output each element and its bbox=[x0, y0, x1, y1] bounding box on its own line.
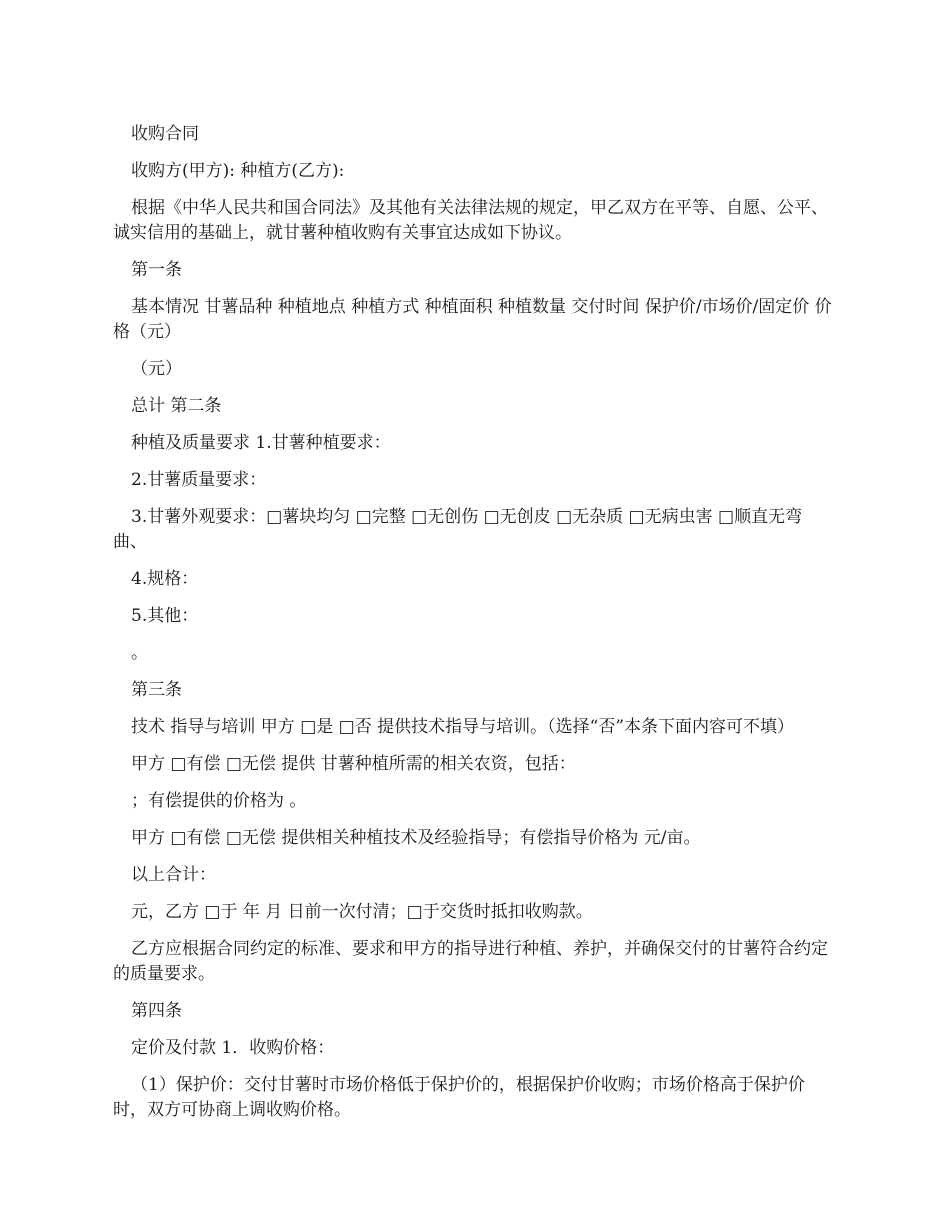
materials-paragraph: 甲方 □有偿 □无偿 提供 甘薯种植所需的相关农资，包括： bbox=[131, 754, 576, 774]
obligation-paragraph: 乙方应根据合同约定的标准、要求和甲方的指导进行种植、养护，并确保交付的甘薯符合约定的质量要求。 bbox=[113, 939, 828, 984]
article-3-heading: 第三条 bbox=[131, 680, 182, 700]
guidance-price-paragraph: 甲方 □有偿 □无偿 提供相关种植技术及经验指导；有偿指导价格为 元/亩。 bbox=[131, 828, 701, 848]
article-1-heading: 第一条 bbox=[131, 260, 182, 280]
quality-requirements-paragraph: 2.甘薯质量要求： bbox=[131, 470, 267, 490]
parties-line: 收购方(甲方): 种植方(乙方): bbox=[131, 161, 345, 181]
payment-method-paragraph: 元，乙方 □于 年 月 日前一次付清；□于交货时抵扣收购款。 bbox=[131, 902, 593, 922]
document-body bbox=[113, 122, 835, 1135]
total-article-2-line: 总计 第二条 bbox=[131, 396, 222, 416]
unit-line: （元） bbox=[131, 359, 182, 379]
appearance-requirements-paragraph: 3.甘薯外观要求：□薯块均匀 □完整 □无创伤 □无创皮 □无杂质 □无病虫害 □顺直无弯曲、 bbox=[113, 507, 803, 552]
specification-paragraph: 4.规格： bbox=[131, 569, 199, 589]
basic-info-paragraph: 基本情况 甘薯品种 种植地点 种植方式 种植面积 种植数量 交付时间 保护价/市场价/固定价 价格（元） bbox=[113, 297, 832, 342]
protection-price-paragraph: （1）保护价：交付甘薯时市场价格低于保护价的，根据保护价收购；市场价格高于保护价时，双方可协商上调收购价格。 bbox=[113, 1075, 805, 1120]
pricing-payment-paragraph: 定价及付款 1．收购价格： bbox=[131, 1038, 335, 1058]
materials-price-paragraph: ；有偿提供的价格为 。 bbox=[131, 791, 307, 811]
subtotal-line: 以上合计： bbox=[131, 865, 216, 885]
article-4-heading: 第四条 bbox=[131, 1001, 182, 1021]
period-line: 。 bbox=[131, 643, 148, 663]
other-paragraph: 5.其他： bbox=[131, 606, 199, 626]
preamble-paragraph: 根据《中华人民共和国合同法》及其他有关法律法规的规定，甲乙双方在平等、自愿、公平、诚实信用的基础上，就甘薯种植收购有关事宜达成如下协议。 bbox=[113, 198, 828, 243]
planting-requirements-paragraph: 种植及质量要求 1.甘薯种植要求： bbox=[131, 433, 391, 453]
technical-guidance-paragraph: 技术 指导与培训 甲方 □是 □否 提供技术指导与培训。（选择“否”本条下面内容可不填） bbox=[131, 717, 795, 737]
contract-title: 收购合同 bbox=[131, 124, 199, 144]
